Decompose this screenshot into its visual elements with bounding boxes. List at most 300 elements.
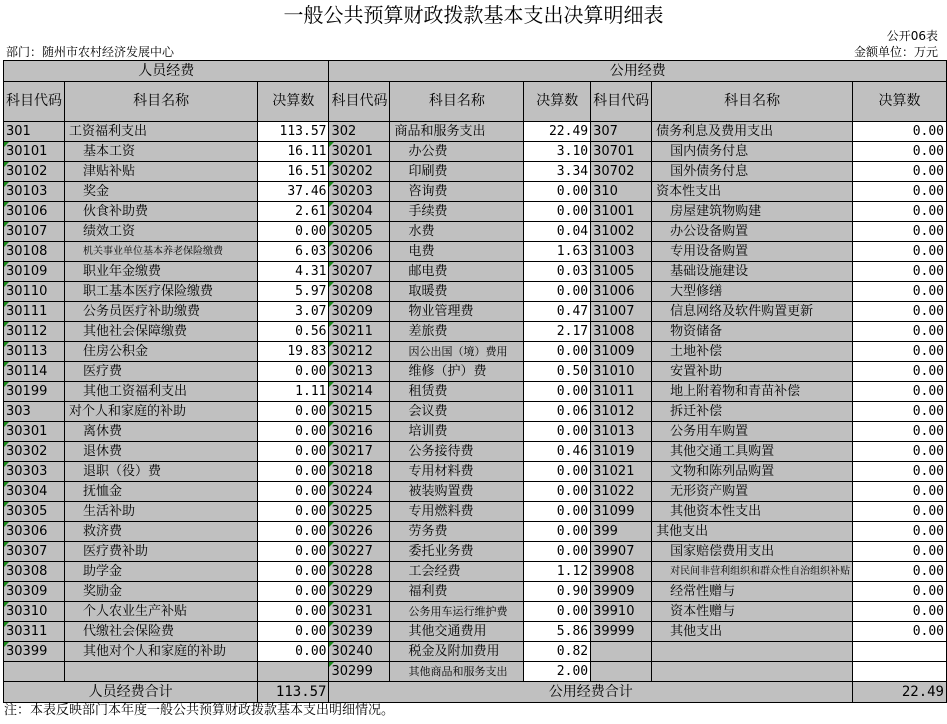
- item-amount: 0.00: [524, 602, 591, 622]
- item-amount: 0.00: [524, 202, 591, 222]
- item-name: 国家赔偿费用支出: [652, 542, 853, 562]
- code-header: 科目代码: [329, 82, 390, 122]
- item-name: 福利费: [390, 582, 524, 602]
- table-row: [4, 542, 947, 562]
- table-row: [4, 482, 947, 502]
- item-code: 30304: [4, 482, 65, 502]
- table-row: [4, 402, 947, 422]
- unit-label: 金额单位：万元: [853, 45, 938, 59]
- item-name: 土地补偿: [652, 342, 853, 362]
- item-amount: 0.00: [258, 562, 329, 582]
- item-amount: 0.00: [524, 522, 591, 542]
- item-code: 30311: [4, 622, 65, 642]
- item-amount: 0.00: [853, 142, 947, 162]
- item-amount: 0.00: [524, 542, 591, 562]
- item-code: 30204: [329, 202, 390, 222]
- item-name: 专用材料费: [390, 462, 524, 482]
- item-name: 津贴补贴: [65, 162, 258, 182]
- item-name: 办公设备购置: [652, 222, 853, 242]
- item-amount: 0.00: [853, 302, 947, 322]
- item-name: 个人农业生产补贴: [65, 602, 258, 622]
- item-amount: 0.47: [524, 302, 591, 322]
- item-amount: 0.00: [258, 642, 329, 662]
- item-name: 退职（役）费: [65, 462, 258, 482]
- item-name: 工资福利支出: [65, 122, 258, 142]
- report-title: 一般公共预算财政拨款基本支出决算明细表: [283, 3, 664, 27]
- item-code: 30108: [4, 242, 65, 262]
- table-row: [4, 202, 947, 222]
- item-code: 30215: [329, 402, 390, 422]
- item-name: 会议费: [390, 402, 524, 422]
- item-name: 机关事业单位基本养老保险缴费: [65, 242, 258, 262]
- table-row: [4, 142, 947, 162]
- item-code: 31011: [591, 382, 652, 402]
- table-row: [4, 502, 947, 522]
- empty-cell: [591, 642, 652, 662]
- item-name: 其他交通费用: [390, 622, 524, 642]
- item-name: 办公费: [390, 142, 524, 162]
- item-amount: 37.46: [258, 182, 329, 202]
- table-row: [4, 282, 947, 302]
- item-name: 公务员医疗补助缴费: [65, 302, 258, 322]
- item-amount: 0.00: [524, 282, 591, 302]
- item-name: 绩效工资: [65, 222, 258, 242]
- item-name: 取暖费: [390, 282, 524, 302]
- item-amount: 0.04: [524, 222, 591, 242]
- item-amount: 0.00: [853, 382, 947, 402]
- item-amount: 0.00: [258, 222, 329, 242]
- item-code: 30205: [329, 222, 390, 242]
- table-row: [4, 582, 947, 602]
- item-name: 房屋建筑物购建: [652, 202, 853, 222]
- item-code: 30114: [4, 362, 65, 382]
- table-row: [4, 382, 947, 402]
- item-name: 公务接待费: [390, 442, 524, 462]
- item-amount: 0.00: [258, 482, 329, 502]
- empty-cell: [258, 662, 329, 682]
- item-name: 公务用车运行维护费: [390, 602, 524, 622]
- amount-header: 决算数: [524, 82, 591, 122]
- item-name: 其他支出: [652, 622, 853, 642]
- empty-cell: [853, 642, 947, 662]
- item-code: 30101: [4, 142, 65, 162]
- empty-cell: [652, 642, 853, 662]
- item-name: 无形资产购置: [652, 482, 853, 502]
- item-amount: 22.49: [524, 122, 591, 142]
- item-amount: 0.00: [853, 522, 947, 542]
- item-amount: 0.00: [853, 442, 947, 462]
- table-row: [4, 302, 947, 322]
- item-amount: 0.00: [853, 402, 947, 422]
- item-code: 39999: [591, 622, 652, 642]
- item-amount: 0.00: [258, 602, 329, 622]
- item-name: 抚恤金: [65, 482, 258, 502]
- name-header: 科目名称: [390, 82, 524, 122]
- table-row: [4, 182, 947, 202]
- item-code: 30211: [329, 322, 390, 342]
- item-amount: 0.00: [853, 622, 947, 642]
- item-name: 其他社会保障缴费: [65, 322, 258, 342]
- item-code: 30112: [4, 322, 65, 342]
- item-amount: 0.00: [258, 542, 329, 562]
- item-code: 30231: [329, 602, 390, 622]
- item-name: 伙食补助费: [65, 202, 258, 222]
- item-code: 30213: [329, 362, 390, 382]
- table-row: [4, 362, 947, 382]
- empty-cell: [591, 662, 652, 682]
- item-code: 30303: [4, 462, 65, 482]
- item-name: 其他工资福利支出: [65, 382, 258, 402]
- item-amount: 0.50: [524, 362, 591, 382]
- table-row: [4, 642, 947, 662]
- item-code: 30199: [4, 382, 65, 402]
- item-name: 咨询费: [390, 182, 524, 202]
- item-name: 印刷费: [390, 162, 524, 182]
- item-name: 手续费: [390, 202, 524, 222]
- item-amount: 0.00: [853, 162, 947, 182]
- item-code: 39909: [591, 582, 652, 602]
- item-amount: 0.00: [853, 582, 947, 602]
- item-name: 基本工资: [65, 142, 258, 162]
- item-code: 30110: [4, 282, 65, 302]
- item-name: 差旅费: [390, 322, 524, 342]
- item-amount: 0.00: [853, 342, 947, 362]
- item-name: 因公出国（境）费用: [390, 342, 524, 362]
- item-code: 30212: [329, 342, 390, 362]
- item-code: 31006: [591, 282, 652, 302]
- table-row: [4, 342, 947, 362]
- table-row: [4, 122, 947, 142]
- item-amount: 2.00: [524, 662, 591, 682]
- public-total-label: 公用经费合计: [329, 682, 853, 703]
- item-code: 30302: [4, 442, 65, 462]
- empty-cell: [65, 662, 258, 682]
- table-row: [4, 222, 947, 242]
- item-amount: 16.51: [258, 162, 329, 182]
- item-amount: 0.00: [258, 442, 329, 462]
- empty-cell: [652, 662, 853, 682]
- department-label: 部门：随州市农村经济发展中心: [6, 45, 175, 59]
- item-amount: 0.00: [524, 482, 591, 502]
- item-amount: 0.00: [258, 462, 329, 482]
- item-code: 303: [4, 402, 65, 422]
- item-code: 31012: [591, 402, 652, 422]
- item-amount: 113.57: [258, 122, 329, 142]
- item-name: 文物和陈列品购置: [652, 462, 853, 482]
- item-code: 30208: [329, 282, 390, 302]
- item-amount: 2.17: [524, 322, 591, 342]
- item-name: 维修（护）费: [390, 362, 524, 382]
- empty-cell: [4, 662, 65, 682]
- item-code: 31002: [591, 222, 652, 242]
- item-name: 退休费: [65, 442, 258, 462]
- item-name: 对个人和家庭的补助: [65, 402, 258, 422]
- item-amount: 0.00: [258, 502, 329, 522]
- item-code: 30227: [329, 542, 390, 562]
- item-code: 30307: [4, 542, 65, 562]
- item-code: 30702: [591, 162, 652, 182]
- item-amount: 0.00: [258, 362, 329, 382]
- item-name: 奖励金: [65, 582, 258, 602]
- item-amount: 0.00: [853, 122, 947, 142]
- item-amount: 3.07: [258, 302, 329, 322]
- item-name: 国内债务付息: [652, 142, 853, 162]
- item-name: 被装购置费: [390, 482, 524, 502]
- item-code: 30228: [329, 562, 390, 582]
- item-amount: 0.00: [853, 182, 947, 202]
- item-amount: 0.00: [524, 422, 591, 442]
- item-code: 39910: [591, 602, 652, 622]
- item-name: 其他对个人和家庭的补助: [65, 642, 258, 662]
- personnel-total-value: 113.57: [258, 682, 329, 703]
- item-name: 国外债务付息: [652, 162, 853, 182]
- item-amount: 2.61: [258, 202, 329, 222]
- item-name: 医疗费: [65, 362, 258, 382]
- item-code: 30217: [329, 442, 390, 462]
- item-name: 专用燃料费: [390, 502, 524, 522]
- table-row: [4, 622, 947, 642]
- item-amount: 1.12: [524, 562, 591, 582]
- item-amount: 0.00: [258, 622, 329, 642]
- item-code: 39907: [591, 542, 652, 562]
- item-name: 培训费: [390, 422, 524, 442]
- item-amount: 0.00: [853, 502, 947, 522]
- table-row: [4, 442, 947, 462]
- item-code: 31099: [591, 502, 652, 522]
- item-amount: 0.06: [524, 402, 591, 422]
- item-name: 其他商品和服务支出: [390, 662, 524, 682]
- item-amount: 0.00: [853, 362, 947, 382]
- item-code: 399: [591, 522, 652, 542]
- item-code: 30107: [4, 222, 65, 242]
- item-name: 租赁费: [390, 382, 524, 402]
- item-name: 基础设施建设: [652, 262, 853, 282]
- item-name: 水费: [390, 222, 524, 242]
- item-code: 30111: [4, 302, 65, 322]
- item-amount: 0.00: [853, 462, 947, 482]
- item-amount: 1.63: [524, 242, 591, 262]
- item-amount: 0.90: [524, 582, 591, 602]
- item-name: 救济费: [65, 522, 258, 542]
- name-header: 科目名称: [65, 82, 258, 122]
- item-amount: 0.00: [853, 282, 947, 302]
- item-name: 信息网络及软件购置更新: [652, 302, 853, 322]
- item-amount: 0.82: [524, 642, 591, 662]
- item-amount: 0.03: [524, 262, 591, 282]
- item-amount: 5.97: [258, 282, 329, 302]
- item-name: 代缴社会保险费: [65, 622, 258, 642]
- item-name: 其他资本性支出: [652, 502, 853, 522]
- footnote: 注：本表反映部门本年度一般公共预算财政拨款基本支出明细情况。: [4, 703, 395, 718]
- item-code: 30305: [4, 502, 65, 522]
- amount-header: 决算数: [258, 82, 329, 122]
- item-code: 30239: [329, 622, 390, 642]
- item-code: 30301: [4, 422, 65, 442]
- item-name: 税金及附加费用: [390, 642, 524, 662]
- item-amount: 0.00: [258, 402, 329, 422]
- item-name: 资本性赠与: [652, 602, 853, 622]
- item-name: 生活补助: [65, 502, 258, 522]
- item-code: 30308: [4, 562, 65, 582]
- item-name: 经常性赠与: [652, 582, 853, 602]
- item-amount: 0.00: [524, 382, 591, 402]
- item-name: 资本性支出: [652, 182, 853, 202]
- item-name: 物业管理费: [390, 302, 524, 322]
- code-header: 科目代码: [4, 82, 65, 122]
- public-total-value: 22.49: [853, 682, 947, 703]
- item-code: 31019: [591, 442, 652, 462]
- item-amount: 3.10: [524, 142, 591, 162]
- item-code: 31009: [591, 342, 652, 362]
- table-row: [4, 662, 947, 682]
- item-amount: 5.86: [524, 622, 591, 642]
- item-code: 310: [591, 182, 652, 202]
- item-amount: 0.56: [258, 322, 329, 342]
- item-name: 医疗费补助: [65, 542, 258, 562]
- item-code: 39908: [591, 562, 652, 582]
- item-name: 奖金: [65, 182, 258, 202]
- item-amount: 0.00: [853, 322, 947, 342]
- table-row: [4, 322, 947, 342]
- item-code: 30203: [329, 182, 390, 202]
- table-row: [4, 162, 947, 182]
- code-header: 科目代码: [591, 82, 652, 122]
- item-name: 职业年金缴费: [65, 262, 258, 282]
- item-code: 30102: [4, 162, 65, 182]
- item-amount: 4.31: [258, 262, 329, 282]
- item-amount: 0.00: [853, 482, 947, 502]
- item-code: 30701: [591, 142, 652, 162]
- item-code: 30207: [329, 262, 390, 282]
- item-code: 31005: [591, 262, 652, 282]
- item-amount: 6.03: [258, 242, 329, 262]
- item-code: 30109: [4, 262, 65, 282]
- item-code: 30218: [329, 462, 390, 482]
- item-amount: 0.00: [524, 502, 591, 522]
- item-code: 30309: [4, 582, 65, 602]
- item-name: 物资储备: [652, 322, 853, 342]
- item-code: 302: [329, 122, 390, 142]
- item-name: 委托业务费: [390, 542, 524, 562]
- item-code: 30399: [4, 642, 65, 662]
- item-amount: 0.00: [524, 182, 591, 202]
- item-name: 大型修缮: [652, 282, 853, 302]
- item-code: 30201: [329, 142, 390, 162]
- item-amount: 0.46: [524, 442, 591, 462]
- item-code: 30216: [329, 422, 390, 442]
- item-amount: 0.00: [853, 422, 947, 442]
- item-amount: 0.00: [853, 202, 947, 222]
- table-row: [4, 462, 947, 482]
- item-code: 31010: [591, 362, 652, 382]
- table-row: [4, 422, 947, 442]
- item-code: 31007: [591, 302, 652, 322]
- item-code: 31021: [591, 462, 652, 482]
- item-name: 拆迁补偿: [652, 402, 853, 422]
- item-amount: 19.83: [258, 342, 329, 362]
- item-code: 30226: [329, 522, 390, 542]
- item-amount: 0.00: [853, 602, 947, 622]
- item-code: 307: [591, 122, 652, 142]
- item-code: 31003: [591, 242, 652, 262]
- item-name: 离休费: [65, 422, 258, 442]
- item-name: 专用设备购置: [652, 242, 853, 262]
- table-row: [4, 522, 947, 542]
- item-code: 30106: [4, 202, 65, 222]
- table-row: [4, 602, 947, 622]
- item-amount: 1.11: [258, 382, 329, 402]
- item-amount: 0.00: [853, 562, 947, 582]
- amount-header: 决算数: [853, 82, 947, 122]
- item-amount: 0.00: [524, 462, 591, 482]
- item-name: 邮电费: [390, 262, 524, 282]
- item-amount: 3.34: [524, 162, 591, 182]
- form-code: 公开06表: [886, 29, 938, 43]
- item-name: 地上附着物和青苗补偿: [652, 382, 853, 402]
- item-name: 其他交通工具购置: [652, 442, 853, 462]
- table-row: [4, 562, 947, 582]
- item-name: 其他支出: [652, 522, 853, 542]
- item-code: 30229: [329, 582, 390, 602]
- item-code: 30103: [4, 182, 65, 202]
- item-code: 30113: [4, 342, 65, 362]
- item-code: 30206: [329, 242, 390, 262]
- expenditure-table: [3, 60, 947, 703]
- item-amount: 0.00: [853, 242, 947, 262]
- item-amount: 0.00: [258, 522, 329, 542]
- item-code: 30240: [329, 642, 390, 662]
- item-amount: 16.11: [258, 142, 329, 162]
- item-code: 30202: [329, 162, 390, 182]
- item-code: 30299: [329, 662, 390, 682]
- item-code: 301: [4, 122, 65, 142]
- table-row: [4, 262, 947, 282]
- item-name: 安置补助: [652, 362, 853, 382]
- item-code: 30306: [4, 522, 65, 542]
- item-name: 工会经费: [390, 562, 524, 582]
- item-name: 住房公积金: [65, 342, 258, 362]
- item-name: 职工基本医疗保险缴费: [65, 282, 258, 302]
- item-name: 电费: [390, 242, 524, 262]
- item-code: 31001: [591, 202, 652, 222]
- item-amount: 0.00: [524, 342, 591, 362]
- item-amount: 0.00: [853, 542, 947, 562]
- item-name: 公务用车购置: [652, 422, 853, 442]
- name-header: 科目名称: [652, 82, 853, 122]
- item-code: 30310: [4, 602, 65, 622]
- item-amount: 0.00: [258, 422, 329, 442]
- item-amount: 0.00: [853, 222, 947, 242]
- item-name: 对民间非营利组织和群众性自治组织补贴: [652, 562, 853, 582]
- item-amount: 0.00: [853, 262, 947, 282]
- item-name: 债务利息及费用支出: [652, 122, 853, 142]
- personnel-total-label: 人员经费合计: [4, 682, 258, 703]
- item-code: 30224: [329, 482, 390, 502]
- empty-cell: [853, 662, 947, 682]
- item-code: 31022: [591, 482, 652, 502]
- public-header: 公用经费: [329, 61, 947, 82]
- item-name: 助学金: [65, 562, 258, 582]
- table-row: [4, 242, 947, 262]
- item-amount: 0.00: [258, 582, 329, 602]
- personnel-header: 人员经费: [4, 61, 329, 82]
- item-name: 劳务费: [390, 522, 524, 542]
- item-code: 30214: [329, 382, 390, 402]
- item-code: 30209: [329, 302, 390, 322]
- item-code: 31013: [591, 422, 652, 442]
- item-code: 31008: [591, 322, 652, 342]
- item-code: 30225: [329, 502, 390, 522]
